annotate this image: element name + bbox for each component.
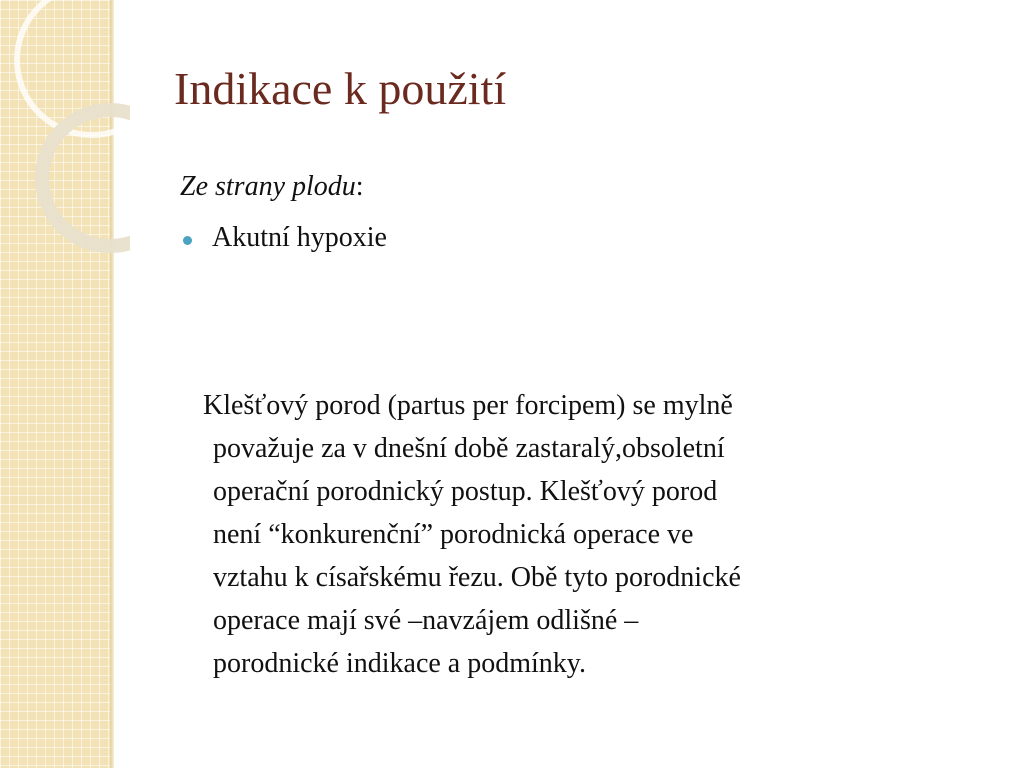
decorative-rings <box>0 0 130 300</box>
bullet-text: Akutní hypoxie <box>212 222 387 253</box>
bullet-icon <box>183 236 192 245</box>
paragraph-line: považuje za v dnešní době zastaralý,obsoletní <box>213 433 725 464</box>
slide-title: Indikace k použití <box>174 63 507 114</box>
paragraph-line: porodnické indikace a podmínky. <box>213 648 586 679</box>
body-paragraph <box>203 384 1003 685</box>
paragraph-line: není “konkurenční” porodnická operace ve <box>213 519 694 550</box>
paragraph-line: operační porodnický postup. Klešťový porod <box>213 476 718 507</box>
subtitle-colon: : <box>355 171 364 202</box>
paragraph-line: Klešťový porod (partus per forcipem) se mylně <box>203 390 733 421</box>
section-subtitle <box>180 171 364 203</box>
subtitle-text: Ze strany plodu <box>180 171 356 202</box>
paragraph-line: operace mají své –navzájem odlišné – <box>213 605 639 636</box>
bullet-item <box>183 222 387 254</box>
paragraph-line: vztahu k císařskému řezu. Obě tyto porodnické <box>213 562 741 593</box>
